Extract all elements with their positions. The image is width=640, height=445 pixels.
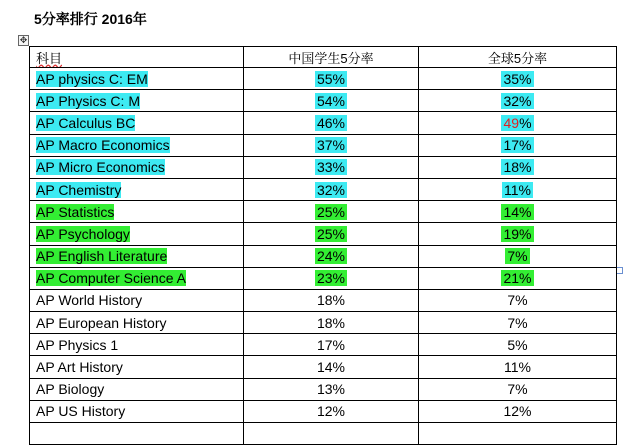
china-rate: 46% — [316, 114, 346, 131]
subject-cell[interactable] — [30, 267, 244, 289]
china-rate-cell[interactable] — [244, 267, 419, 289]
empty-cell[interactable] — [244, 423, 419, 445]
table-row — [30, 312, 617, 334]
table-header-row — [30, 47, 617, 68]
subject-cell[interactable] — [30, 201, 244, 223]
table-row — [30, 223, 617, 245]
subject-cell[interactable] — [30, 90, 244, 112]
empty-cell[interactable] — [419, 423, 617, 445]
china-rate: 32% — [316, 181, 346, 198]
global-rate: 14% — [503, 203, 532, 220]
china-rate: 23% — [316, 270, 346, 287]
global-rate-cell[interactable] — [419, 90, 617, 112]
subject-cell[interactable]: AP Art History — [30, 356, 244, 378]
subject-cell[interactable]: AP European History — [30, 312, 244, 334]
subject-label: AP Chemistry — [36, 181, 122, 198]
subject-cell[interactable] — [30, 68, 244, 90]
global-rate-cell[interactable]: 7% — [419, 289, 617, 311]
china-rate-cell[interactable]: 12% — [244, 400, 419, 422]
global-rate: 35% — [503, 70, 532, 87]
global-rate-cell[interactable] — [419, 68, 617, 90]
china-rate-cell[interactable]: 14% — [244, 356, 419, 378]
table-row — [30, 267, 617, 289]
china-rate-cell[interactable]: 13% — [244, 378, 419, 400]
global-rate-cell[interactable] — [419, 267, 617, 289]
global-rate: 18% — [503, 159, 532, 176]
table-row — [30, 68, 617, 90]
china-rate-cell[interactable]: 18% — [244, 312, 419, 334]
document-title: 5分率排行 2016年 — [34, 11, 147, 27]
subject-label: AP Statistics — [36, 203, 115, 220]
china-rate-cell[interactable] — [244, 112, 419, 134]
china-rate-cell[interactable] — [244, 156, 419, 178]
global-rate-cell[interactable] — [419, 201, 617, 223]
global-rate: 11% — [504, 181, 531, 198]
global-rate-cell[interactable]: 5% — [419, 334, 617, 356]
china-rate: 33% — [316, 159, 346, 176]
global-rate-cell[interactable] — [419, 112, 617, 134]
table-row — [30, 334, 617, 356]
china-rate-cell[interactable] — [244, 90, 419, 112]
china-rate: 54% — [316, 92, 346, 109]
global-rate: 7% — [507, 248, 528, 265]
table-row — [30, 289, 617, 311]
table-row-empty — [30, 423, 617, 445]
table-row — [30, 245, 617, 267]
global-rate-cell[interactable]: 12% — [419, 400, 617, 422]
table-row — [30, 90, 617, 112]
subject-label: AP Micro Economics — [36, 159, 165, 176]
global-rate-cell[interactable] — [419, 134, 617, 156]
header-china-rate[interactable]: 中国学生5分率 — [244, 47, 419, 68]
global-rate-cell[interactable]: 7% — [419, 378, 617, 400]
china-rate: 37% — [316, 137, 346, 154]
china-rate: 25% — [316, 203, 346, 220]
subject-label: AP Macro Economics — [36, 137, 170, 154]
china-rate-cell[interactable]: 18% — [244, 289, 419, 311]
subject-label: AP Psychology — [36, 225, 130, 242]
empty-cell[interactable] — [30, 423, 244, 445]
table-row — [30, 201, 617, 223]
global-rate-number: 49 — [503, 114, 520, 131]
subject-cell[interactable]: AP US History — [30, 400, 244, 422]
table-row — [30, 134, 617, 156]
subject-cell[interactable]: AP Physics 1 — [30, 334, 244, 356]
table-move-handle-icon[interactable]: ✥ — [19, 35, 28, 45]
subject-label: AP Physics C: M — [36, 92, 140, 109]
table-row — [30, 112, 617, 134]
subject-label: AP Calculus BC — [36, 114, 136, 131]
china-rate-cell[interactable] — [244, 134, 419, 156]
header-global-rate[interactable]: 全球5分率 — [419, 47, 617, 68]
china-rate: 24% — [316, 248, 346, 265]
global-rate-cell[interactable] — [419, 156, 617, 178]
global-rate-cell[interactable] — [419, 178, 617, 200]
subject-cell[interactable] — [30, 178, 244, 200]
china-rate: 25% — [316, 225, 346, 242]
table-row — [30, 356, 617, 378]
china-rate-cell[interactable]: 17% — [244, 334, 419, 356]
subject-cell[interactable]: AP Biology — [30, 378, 244, 400]
global-rate-cell[interactable]: 11% — [419, 356, 617, 378]
global-rate-cell[interactable]: 7% — [419, 312, 617, 334]
china-rate: 55% — [316, 70, 346, 87]
global-rate-cell[interactable] — [419, 245, 617, 267]
global-rate: 19% — [503, 225, 532, 242]
global-rate-cell[interactable] — [419, 223, 617, 245]
subject-cell[interactable] — [30, 245, 244, 267]
header-subject[interactable] — [30, 47, 244, 68]
subject-cell[interactable] — [30, 112, 244, 134]
global-rate — [501, 115, 533, 131]
ranking-table — [29, 46, 617, 445]
global-rate-unit: % — [519, 114, 532, 131]
subject-cell[interactable] — [30, 223, 244, 245]
table-row — [30, 400, 617, 422]
china-rate-cell[interactable] — [244, 245, 419, 267]
china-rate-cell[interactable] — [244, 223, 419, 245]
china-rate-cell[interactable] — [244, 68, 419, 90]
table-resize-handle[interactable] — [616, 267, 623, 274]
subject-cell[interactable] — [30, 134, 244, 156]
subject-cell[interactable]: AP World History — [30, 289, 244, 311]
global-rate: 21% — [503, 270, 532, 287]
global-rate: 32% — [503, 92, 532, 109]
table-row — [30, 378, 617, 400]
china-rate-cell[interactable] — [244, 178, 419, 200]
subject-label: AP English Literature — [36, 248, 168, 265]
global-rate: 17% — [503, 137, 532, 154]
header-subject-label: 科目 — [36, 50, 63, 66]
subject-label: AP Computer Science A — [36, 270, 186, 287]
table-row — [30, 178, 617, 200]
subject-cell[interactable] — [30, 156, 244, 178]
subject-label: AP physics C: EM — [36, 70, 148, 87]
china-rate-cell[interactable] — [244, 201, 419, 223]
table-row — [30, 156, 617, 178]
